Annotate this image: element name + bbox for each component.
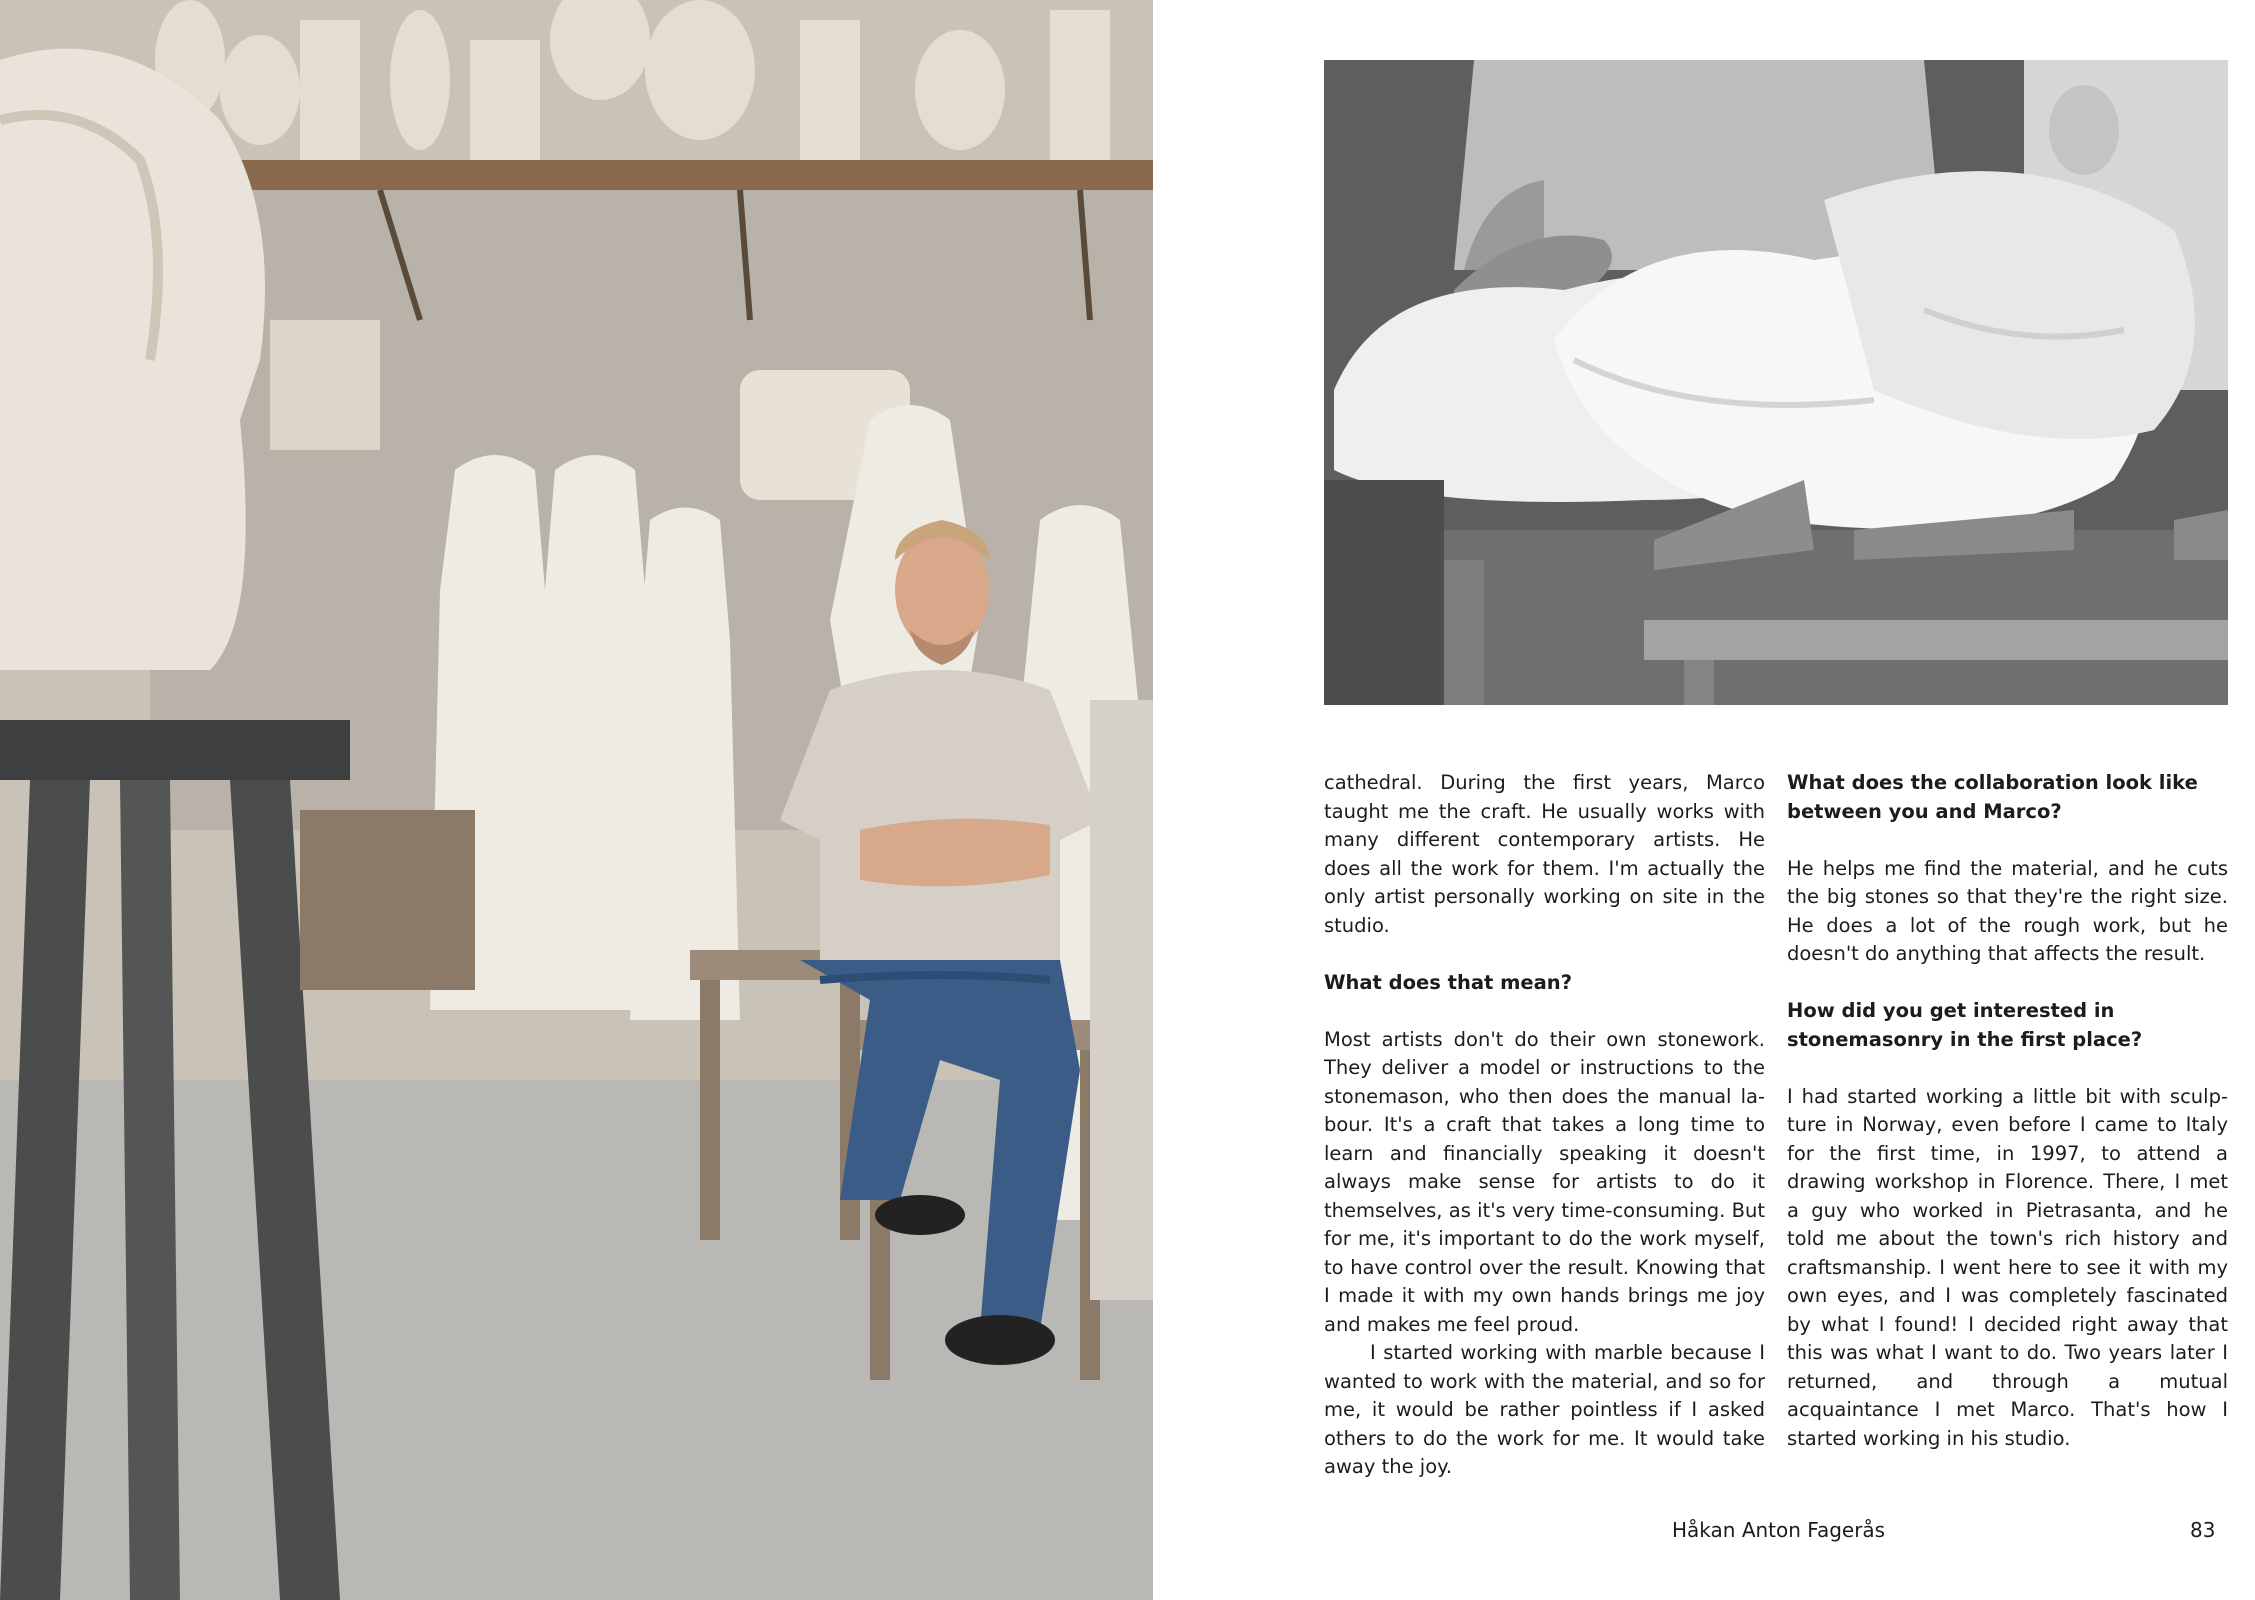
body-paragraph: I had started working a little bit with sculpture in Norway, even before I came to Italy for the first time, in 1997, to attend a drawing workshop in Florence. There, I met a guy who worked in Pietrasanta, and he told me about the town's rich history and craftsmanship. I went here to see it with my own eyes, and I was completely fascinated by what I found! I decided right away that this was what I want to do. Two years later I returned, and through a mutual acquaintance I met Marco. That's how I started working in his studio. [1787,1084,2228,1450]
interview-question: What does that mean? [1324,970,1573,994]
body-paragraph: Most artists don't do their own stonework. They deliver a model or instructions to the stonemason, who then does the manual labour. It's a craft that takes a long time to learn and financially speaking it doesn't always make sense for artists to do it themselves, as it's very time-consuming. But for me, it's important to do the work myself, to have control over the result. Knowing that I made it with my own hands brings me joy and makes me feel proud. [1324,1027,1765,1336]
body-paragraph: I started working with marble because I wanted to work with the material, and so for me, it would be rather pointless if I asked others to do the work for me. It would take away the joy. [1324,1341,1765,1478]
interview-question: How did you get interested in stonemasonry in the first place? [1787,999,2143,1051]
photo-icon [1324,60,2228,705]
marble-pillows-photo [1324,60,2228,705]
running-footer-artist-name: Håkan Anton Fagerås [1672,1518,1886,1542]
text-column-left [1324,769,1765,1482]
body-paragraph: cathedral. During the first years, Marco taught me the craft. He usually works with many different contemporary artists. He does all the work for them. I'm actually the only artist personally working on site in the studio. [1324,771,1765,937]
text-column-right [1787,769,2228,1453]
interview-question: What does the collaboration look like between you and Marco? [1787,771,2198,823]
body-paragraph: He helps me find the material, and he cuts the big stones so that they're the right size. He does a lot of the rough work, but he doesn't do anything that affects the result. [1787,856,2228,965]
page-number: 83 [2190,1518,2216,1542]
